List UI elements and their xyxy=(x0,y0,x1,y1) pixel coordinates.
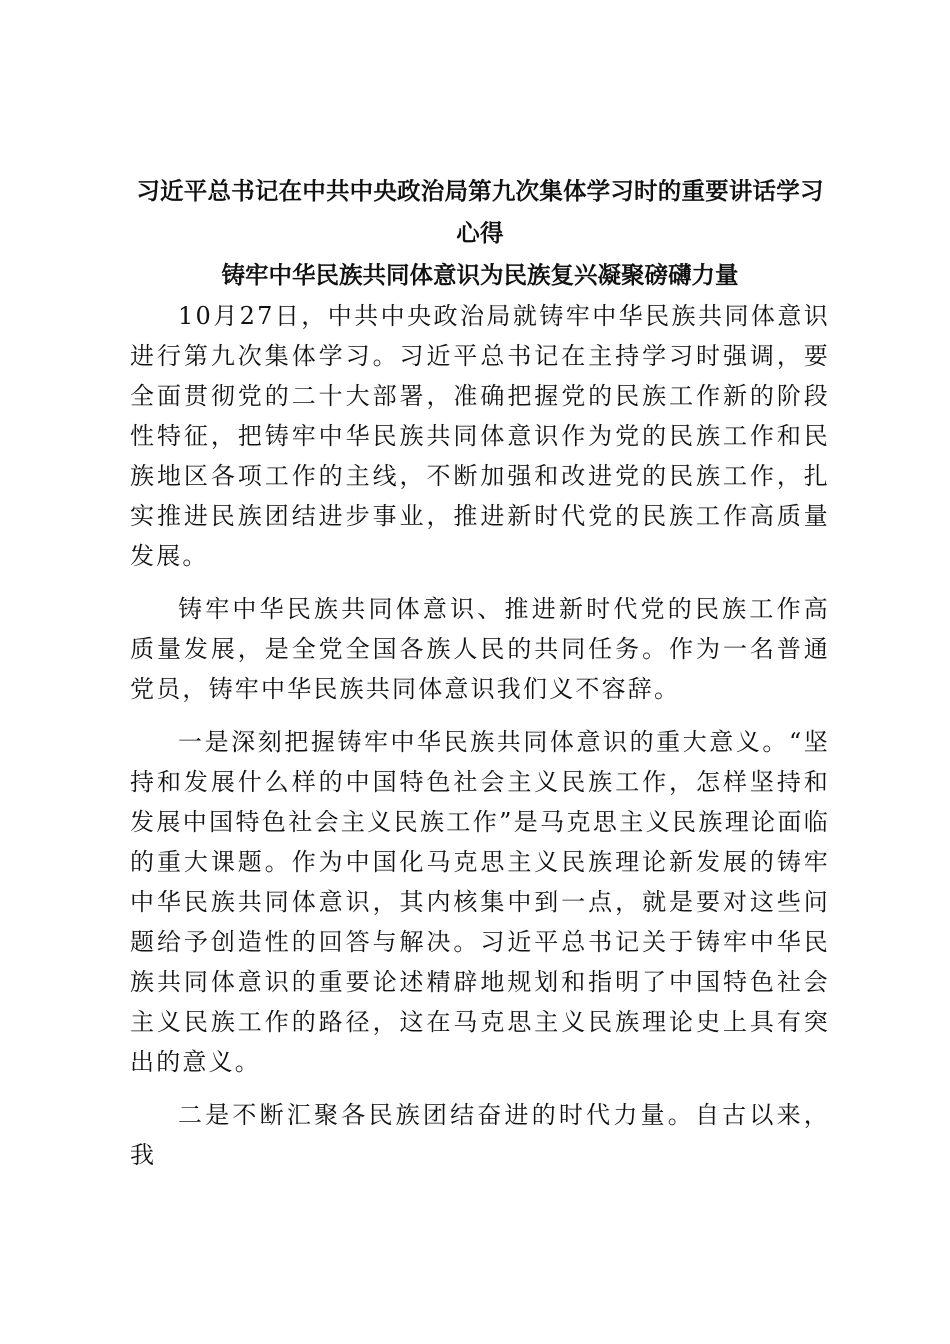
paragraph-point-one: 一是深刻把握铸牢中华民族共同体意识的重大意义。“坚持和发展什么样的中国特色社会主义民族工作，怎样坚持和发展中国特色社会主义民族工作”是马克思主义民族理论面临的重大课题。作为中国化马克思主义民族理论新发展的铸牢中华民族共同体意识，其内核集中到一点，就是要对这些问题给予创造性的回答与解决。习近平总书记关于铸牢中华民族共同体意识的重要论述精辟地规划和指明了中国特色社会主义民族工作的路径，这在马克思主义民族理论史上具有突出的意义。 xyxy=(130,728,830,1076)
paragraph-task: 铸牢中华民族共同体意识、推进新时代党的民族工作高质量发展，是全党全国各族人民的共同任务。作为一名普通党员，铸牢中华民族共同体意识我们义不容辞。 xyxy=(130,595,830,703)
paragraph-point-two: 二是不断汇聚各民族团结奋进的时代力量。自古以来，我 xyxy=(130,1101,830,1169)
paragraph-intro: 10月27日，中共中央政治局就铸牢中华民族共同体意识进行第九次集体学习。习近平总书记在主持学习时强调，要全面贯彻党的二十大部署，准确把握党的民族工作新的阶段性特征，把铸牢中华民族共同体意识作为党的民族工作和民族地区各项工作的主线，不断加强和改进党的民族工作，扎实推进民族团结进步事业，推进新时代党的民族工作高质量发展。 xyxy=(130,302,830,570)
document-title: 习近平总书记在中共中央政治局第九次集体学习时的重要讲话学习心得 xyxy=(136,177,824,247)
document-body xyxy=(130,170,830,1175)
document-subtitle: 铸牢中华民族共同体意识为民族复兴凝聚磅礴力量 xyxy=(221,261,739,289)
